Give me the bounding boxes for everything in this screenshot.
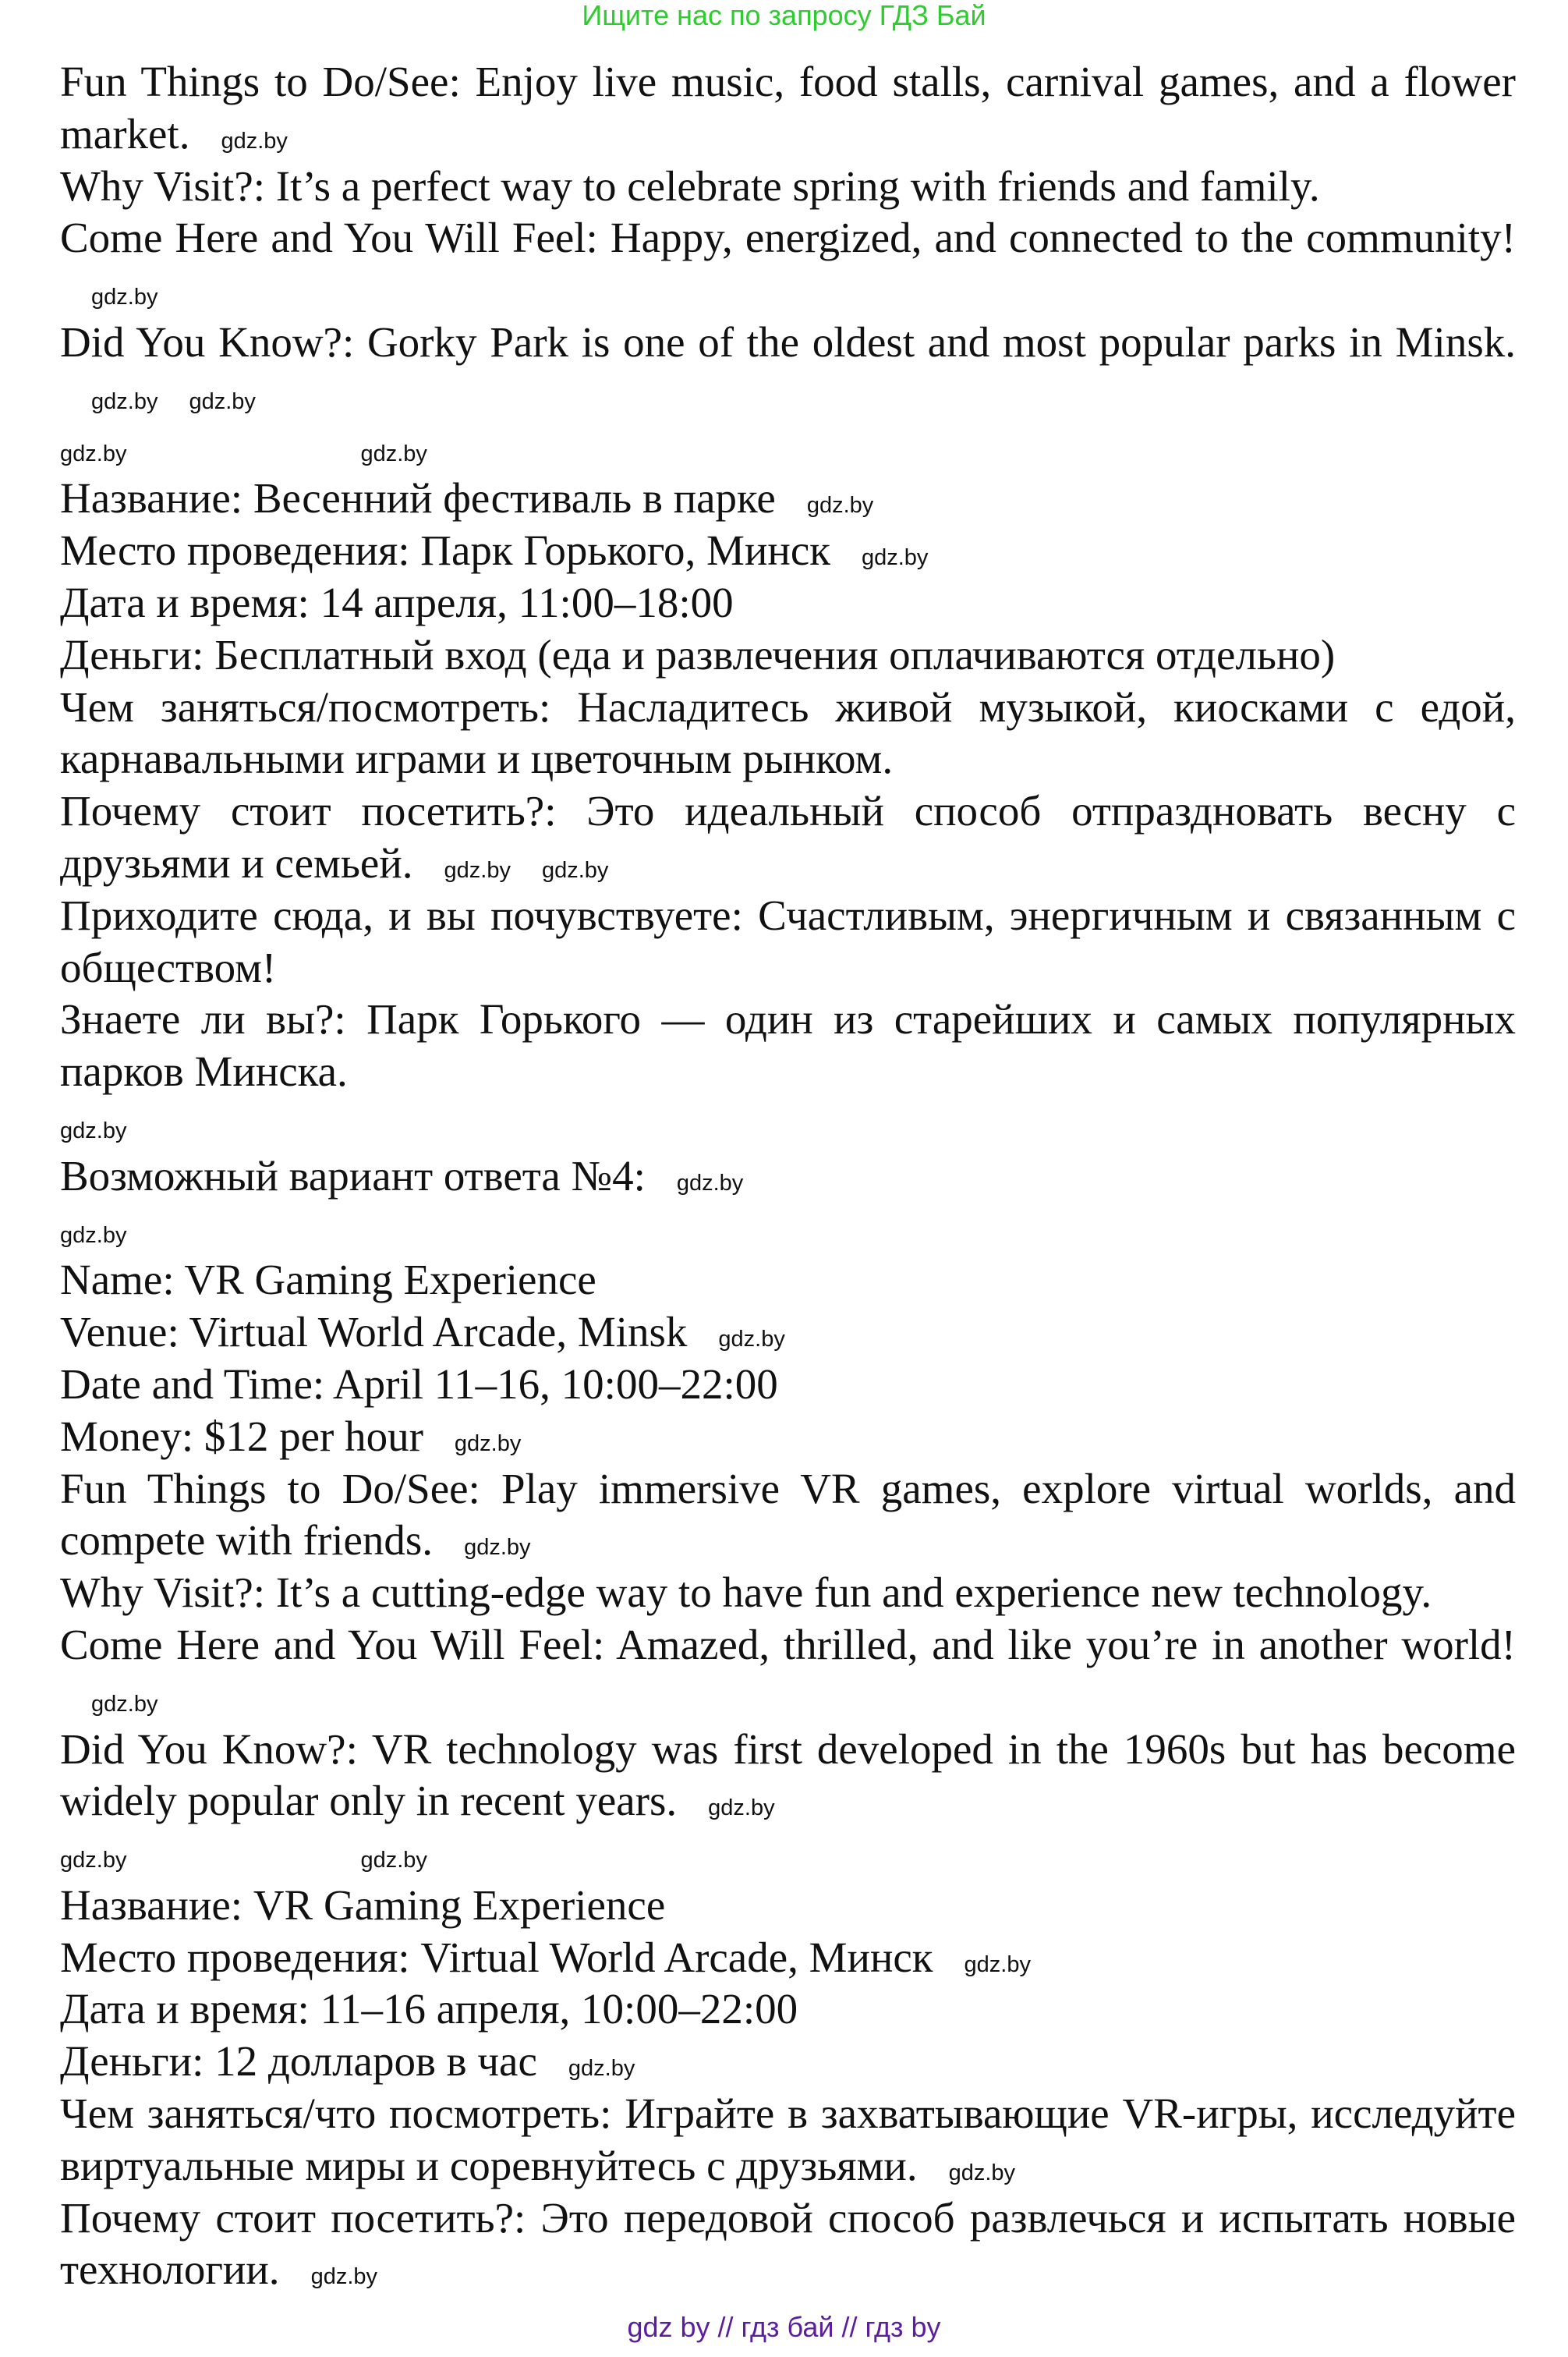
paragraph-text: Come Here and You Will Feel: Amazed, thrilled, and like you’re in another world! xyxy=(60,1620,1516,1668)
paragraph xyxy=(60,317,1516,421)
paragraph-text: Чем заняться/что посмотреть: Играйте в захватывающие VR-игры, исследуйте виртуальные миры и соревнуйтесь с друзьями. xyxy=(60,2089,1516,2189)
paragraph-text: Did You Know?: Gorky Park is one of the oldest and most popular parks in Minsk. xyxy=(60,317,1516,366)
paragraph xyxy=(60,577,1516,629)
paragraph xyxy=(60,682,1516,786)
paragraph-text: Почему стоит посетить?: Это передовой способ развлечься и испытать новые технологии. xyxy=(60,2193,1516,2294)
paragraph-text: Знаете ли вы?: Парк Горького — один из старейших и самых популярных парков Минска. xyxy=(60,995,1516,1096)
paragraph-text: Fun Things to Do/See: Play immersive VR games, explore virtual worlds, and compete with friends. xyxy=(60,1464,1516,1565)
paragraph xyxy=(60,1932,1516,1984)
watermark: gdz.by xyxy=(464,1535,531,1561)
paragraph-text: Did You Know?: VR technology was first developed in the 1960s but has become widely popular only in recent years. xyxy=(60,1724,1516,1825)
paragraph-text: Date and Time: April 11–16, 10:00–22:00 xyxy=(60,1359,778,1408)
paragraph xyxy=(60,525,1516,577)
paragraph-text: Название: VR Gaming Experience xyxy=(60,1880,666,1929)
paragraph xyxy=(60,1463,1516,1568)
paragraph-text: Почему стоит посетить?: Это идеальный способ отпраздновать весну с друзьями и семьей. xyxy=(60,787,1516,887)
watermark: gdz.by xyxy=(60,1848,127,1873)
paragraph xyxy=(60,1567,1516,1619)
blank-line xyxy=(60,1098,1516,1150)
paragraph xyxy=(60,629,1516,682)
paragraph xyxy=(60,785,1516,890)
watermark: gdz.by xyxy=(189,388,256,414)
blank-line xyxy=(60,421,1516,473)
watermark: gdz.by xyxy=(91,1691,158,1717)
watermark: gdz.by xyxy=(360,441,427,466)
watermark: gdz.by xyxy=(718,1327,785,1352)
paragraph xyxy=(60,1619,1516,1724)
paragraph-text: Название: Весенний фестиваль в парке xyxy=(60,474,776,523)
watermark: gdz.by xyxy=(454,1430,522,1456)
watermark: gdz.by xyxy=(60,441,127,466)
watermark: gdz.by xyxy=(91,388,158,414)
watermark: gdz.by xyxy=(568,2056,635,2082)
footer-links[interactable]: gdz by // гдз бай // гдз by xyxy=(627,2311,941,2343)
watermark: gdz.by xyxy=(60,1118,127,1143)
paragraph-text: Come Here and You Will Feel: Happy, energized, and connected to the community! xyxy=(60,214,1516,262)
paragraph xyxy=(60,1359,1516,1411)
watermark: gdz.by xyxy=(60,1222,127,1248)
paragraph-text: Возможный вариант ответа №4: xyxy=(60,1151,646,1200)
paragraph xyxy=(60,2192,1516,2297)
paragraph-text: Дата и время: 11–16 апреля, 10:00–22:00 xyxy=(60,1985,798,2033)
paragraph xyxy=(60,2088,1516,2192)
search-hint-banner: Ищите нас по запросу ГДЗ Бай xyxy=(582,0,986,31)
paragraph xyxy=(60,1150,1516,1203)
blank-line xyxy=(60,1827,1516,1880)
paragraph xyxy=(60,2036,1516,2088)
paragraph xyxy=(60,212,1516,317)
paragraph xyxy=(60,56,1516,161)
paragraph xyxy=(60,1254,1516,1306)
paragraph-text: Место проведения: Парк Горького, Минск xyxy=(60,526,830,575)
paragraph-text: Деньги: 12 долларов в час xyxy=(60,2037,537,2086)
paragraph xyxy=(60,1306,1516,1359)
paragraph xyxy=(60,1983,1516,2036)
paragraph-text: Чем заняться/посмотреть: Насладитесь живой музыкой, киосками с едой, карнавальными играми и цветочным рынком. xyxy=(60,682,1516,783)
watermark: gdz.by xyxy=(964,1951,1031,1977)
paragraph-text: Дата и время: 14 апреля, 11:00–18:00 xyxy=(60,578,734,626)
paragraph-text: Money: $12 per hour xyxy=(60,1412,423,1460)
watermark: gdz.by xyxy=(360,1848,427,1873)
paragraph xyxy=(60,1411,1516,1463)
paragraph-text: Why Visit?: It’s a cutting-edge way to have fun and experience new technology. xyxy=(60,1568,1432,1617)
paragraph-text: Name: VR Gaming Experience xyxy=(60,1256,596,1304)
paragraph-text: Fun Things to Do/See: Enjoy live music, food stalls, carnival games, and a flower market. xyxy=(60,58,1516,158)
watermark: gdz.by xyxy=(91,285,158,310)
watermark: gdz.by xyxy=(708,1795,775,1821)
paragraph-text: Venue: Virtual World Arcade, Minsk xyxy=(60,1308,688,1356)
watermark: gdz.by xyxy=(541,857,609,883)
paragraph-text: Why Visit?: It’s a perfect way to celebrate spring with friends and family. xyxy=(60,161,1320,210)
watermark: gdz.by xyxy=(444,857,511,883)
watermark: gdz.by xyxy=(806,493,874,519)
blank-line xyxy=(60,1203,1516,1255)
paragraph xyxy=(60,1880,1516,1932)
paragraph-text: Приходите сюда, и вы почувствуете: Счастливым, энергичным и связанным с обществом! xyxy=(60,891,1516,991)
watermark: gdz.by xyxy=(676,1170,744,1196)
paragraph xyxy=(60,473,1516,525)
watermark: gdz.by xyxy=(948,2160,1016,2185)
watermark: gdz.by xyxy=(221,128,288,154)
watermark: gdz.by xyxy=(310,2264,378,2290)
document-body xyxy=(60,56,1516,2296)
paragraph xyxy=(60,890,1516,994)
watermark: gdz.by xyxy=(861,545,929,571)
paragraph-text: Деньги: Бесплатный вход (еда и развлечения оплачиваются отдельно) xyxy=(60,630,1336,679)
paragraph xyxy=(60,994,1516,1098)
paragraph-text: Место проведения: Virtual World Arcade, Минск xyxy=(60,1933,933,1981)
paragraph xyxy=(60,1724,1516,1828)
paragraph xyxy=(60,161,1516,213)
